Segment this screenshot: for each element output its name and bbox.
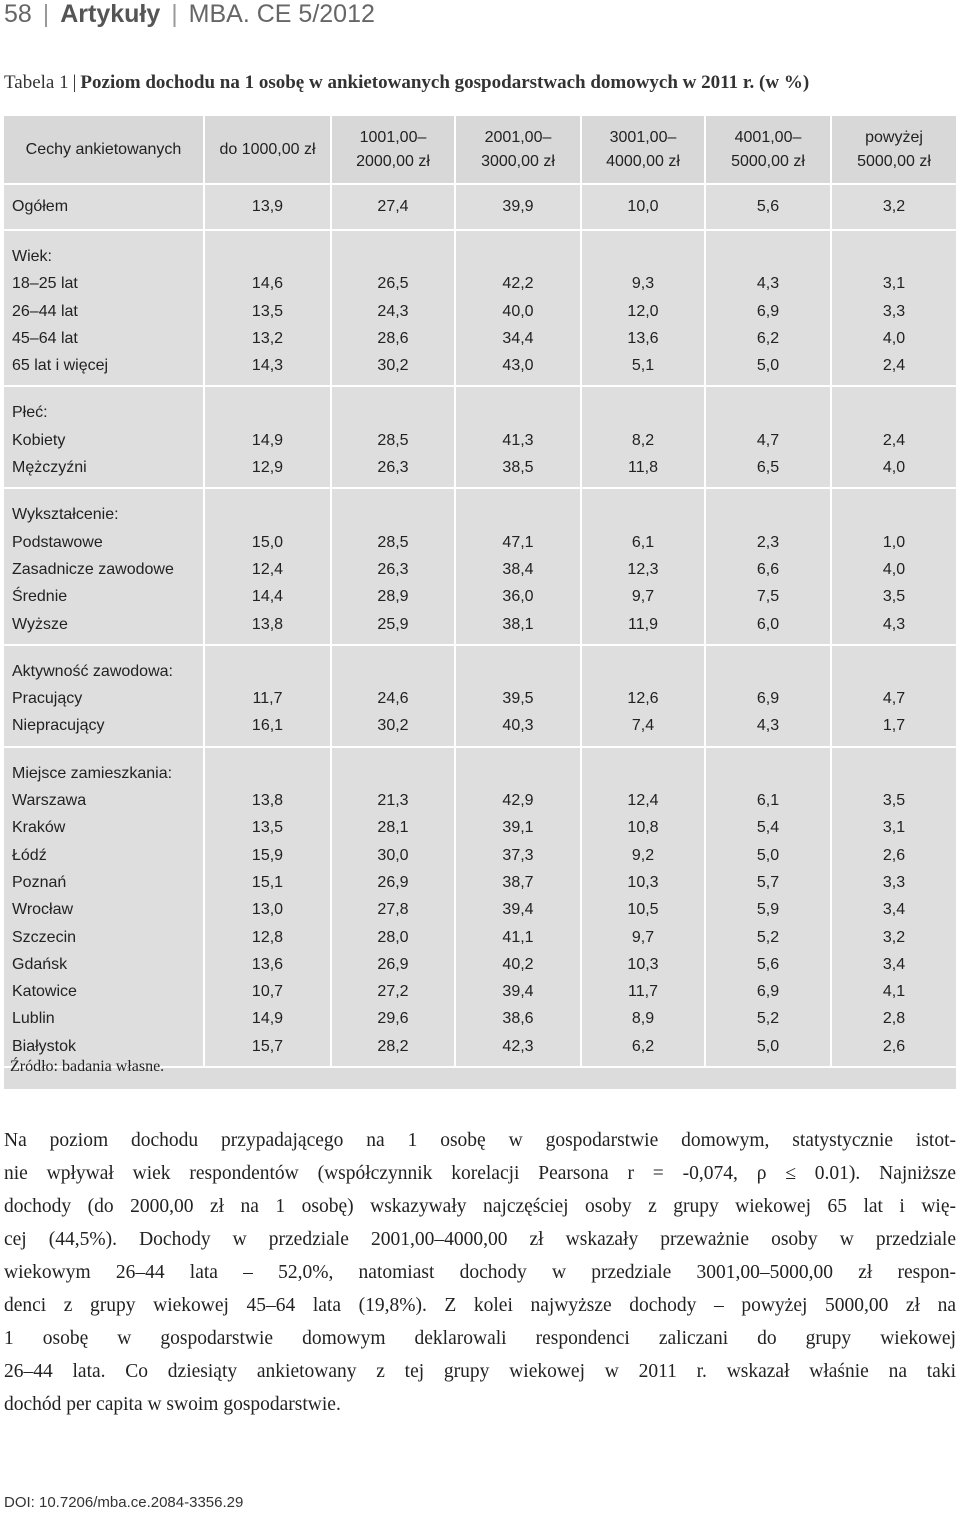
group-value-cell xyxy=(581,386,705,488)
paragraph-line: cej (44,5%). Dochody w przedziale 2001,00–4000,00 zł wskazały przeważnie osoby w przedziale xyxy=(4,1229,956,1250)
header-separator: | xyxy=(171,0,178,28)
header-separator: | xyxy=(42,0,50,28)
table-cell-value: 10,5 xyxy=(627,901,659,919)
table-cell-value: 29,6 xyxy=(377,1010,409,1028)
table-cell-value: 4,0 xyxy=(882,329,906,347)
spacer xyxy=(332,243,454,270)
table-cell-value: 14,3 xyxy=(251,357,284,375)
table-cell-value: 14,9 xyxy=(251,1010,284,1028)
table-cell-value: 13,6 xyxy=(627,329,659,347)
table-cell-value: 10,3 xyxy=(627,955,659,973)
table-cell-value: 27,2 xyxy=(377,983,409,1001)
group-value-cell xyxy=(204,184,331,230)
table-cell-value: 3,3 xyxy=(882,302,906,320)
table-cell-value: 27,8 xyxy=(377,901,409,919)
table-cell-value: 13,9 xyxy=(251,198,284,215)
group-value-cell xyxy=(705,184,831,230)
table-cell-value: 4,3 xyxy=(882,615,906,633)
spacer xyxy=(582,658,704,685)
table-cell-value: 5,7 xyxy=(756,873,780,891)
table-cell-value: 39,9 xyxy=(502,198,534,215)
table-title: Poziom dochodu na 1 osobę w ankietowanych gospodarstwach domowych w 2011 r. (w %) xyxy=(80,72,810,93)
table-cell-value: 13,0 xyxy=(251,901,284,919)
table-cell-value: 30,2 xyxy=(377,717,409,735)
table-cell-value: 2,8 xyxy=(882,1010,906,1028)
table-cell-value: 16,1 xyxy=(251,717,284,735)
table-cell-value: 5,9 xyxy=(756,901,780,919)
group-label-cell xyxy=(4,386,204,488)
row-label: Szczecin xyxy=(12,928,77,946)
row-label: Gdańsk xyxy=(12,955,68,973)
table-cell-value: 13,8 xyxy=(251,615,284,633)
group-value-cell xyxy=(581,747,705,1067)
body-paragraph xyxy=(4,1124,956,1421)
table-cell-value: 3,5 xyxy=(882,792,906,810)
header-text: powyżej xyxy=(865,128,923,146)
spacer xyxy=(456,399,580,426)
doi-footer: DOI: 10.7206/mba.ce.2084-3356.29 xyxy=(4,1494,244,1511)
group-value-cell xyxy=(331,184,455,230)
table-cell-value: 4,7 xyxy=(882,690,906,708)
paragraph-line: 26–44 lata. Co dziesiąty ankietowany z tej grupy wiekowej w 2011 r. wskazał właśnie na taki xyxy=(4,1361,956,1382)
table-cell-value: 39,1 xyxy=(502,819,534,837)
table-group-row xyxy=(4,488,956,644)
table-cell-value: 3,4 xyxy=(882,901,906,919)
row-label: Białystok xyxy=(12,1037,77,1055)
table-cell-value: 14,4 xyxy=(251,588,284,606)
table-cell-value: 25,9 xyxy=(377,615,409,633)
group-value-cell xyxy=(455,645,581,747)
table-cell-value: 28,2 xyxy=(377,1037,409,1055)
row-label: 26–44 lat xyxy=(12,302,78,320)
table-cell-value: 5,0 xyxy=(756,357,780,375)
group-value-cell xyxy=(204,747,331,1067)
table-cell-value: 11,9 xyxy=(628,615,658,633)
table-cell-value: 3,2 xyxy=(882,198,906,215)
table-cell-value: 5,4 xyxy=(756,819,780,837)
spacer xyxy=(332,501,454,528)
group-value-cell xyxy=(831,645,956,747)
table-cell-value: 28,1 xyxy=(377,819,409,837)
table-cell-value: 8,9 xyxy=(631,1010,655,1028)
table-cell-value: 15,7 xyxy=(251,1037,284,1055)
header-characteristics xyxy=(4,116,204,184)
spacer xyxy=(706,501,830,528)
table-cell-value: 9,7 xyxy=(631,928,655,946)
table-cell-value: 2,4 xyxy=(882,357,906,375)
table-cell-value: 42,9 xyxy=(502,792,534,810)
table-cell-value: 6,6 xyxy=(756,560,780,578)
table-cell-value: 3,4 xyxy=(882,955,906,973)
table-cell-value: 12,6 xyxy=(627,690,659,708)
table-cell-value: 4,3 xyxy=(756,717,780,735)
table-cell-value: 28,6 xyxy=(377,329,409,347)
spacer xyxy=(332,760,454,787)
table-cell-value: 10,8 xyxy=(627,819,659,837)
table-group-row xyxy=(4,230,956,386)
table-cell-value: 12,0 xyxy=(627,302,659,320)
paragraph-line: dochód per capita w swoim gospodarstwie. xyxy=(4,1394,341,1415)
group-value-cell xyxy=(455,184,581,230)
table-cell-value: 9,7 xyxy=(631,588,655,606)
header-text: 4000,00 zł xyxy=(606,152,680,170)
group-value-cell xyxy=(831,230,956,386)
table-cell-value: 13,6 xyxy=(251,955,284,973)
spacer xyxy=(582,501,704,528)
spacer xyxy=(205,658,330,685)
table-cell-value: 40,0 xyxy=(502,302,534,320)
table-cell-value: 34,4 xyxy=(502,329,534,347)
table-cell-value: 4,1 xyxy=(882,983,906,1001)
table-cell-value: 10,7 xyxy=(251,983,284,1001)
group-value-cell xyxy=(581,645,705,747)
row-label: Mężczyźni xyxy=(12,459,87,477)
table-cell-value: 47,1 xyxy=(502,533,534,551)
table-cell-value: 1,0 xyxy=(882,533,906,551)
table-label: Tabela 1 xyxy=(4,72,69,93)
table-cell-value: 28,0 xyxy=(377,928,409,946)
table-cell-value: 15,9 xyxy=(251,846,284,864)
paragraph-line: Na poziom dochodu przypadającego na 1 osobę w gospodarstwie domowym, statystycznie istot- xyxy=(4,1130,956,1151)
group-value-cell xyxy=(705,488,831,644)
table-cell-value: 28,5 xyxy=(377,533,409,551)
spacer xyxy=(205,760,330,787)
table-cell-value: 41,1 xyxy=(502,928,534,946)
table-cell-value: 30,0 xyxy=(377,846,409,864)
group-title: Aktywność zawodowa: xyxy=(12,662,173,680)
journal-name: MBA. CE 5/2012 xyxy=(188,0,375,28)
spacer xyxy=(832,501,956,528)
row-label: Poznań xyxy=(12,873,67,891)
table-cell-value: 9,2 xyxy=(631,846,655,864)
table-source: Źródło: badania własne. xyxy=(10,1058,165,1075)
table-cell-value: 4,0 xyxy=(882,459,906,477)
table-cell-value: 2,6 xyxy=(882,846,906,864)
group-title: Wykształcenie: xyxy=(12,506,119,524)
table-cell-value: 13,5 xyxy=(251,819,284,837)
spacer xyxy=(706,658,830,685)
row-label: Niepracujący xyxy=(12,717,105,735)
table-cell-value: 13,5 xyxy=(251,302,284,320)
spacer xyxy=(706,399,830,426)
header-income-bracket xyxy=(331,116,455,184)
group-value-cell xyxy=(204,386,331,488)
table-cell-value: 2,6 xyxy=(882,1037,906,1055)
row-label: Średnie xyxy=(12,588,68,606)
table-cell-value: 5,6 xyxy=(756,198,780,215)
group-value-cell xyxy=(455,386,581,488)
group-value-cell xyxy=(455,230,581,386)
group-value-cell xyxy=(705,230,831,386)
table-cell-value: 6,1 xyxy=(756,792,780,810)
group-value-cell xyxy=(331,386,455,488)
table-cell-value: 6,9 xyxy=(756,983,780,1001)
row-label: Wrocław xyxy=(12,901,74,919)
group-value-cell xyxy=(831,488,956,644)
table-cell-value: 6,2 xyxy=(756,329,780,347)
row-label: Zasadnicze zawodowe xyxy=(12,560,174,578)
row-label: Wyższe xyxy=(12,615,68,633)
table-cell-value: 10,3 xyxy=(627,873,659,891)
table-cell-value: 28,9 xyxy=(377,588,409,606)
table-cell-value: 11,7 xyxy=(628,983,658,1001)
spacer xyxy=(456,658,580,685)
group-value-cell xyxy=(831,747,956,1067)
spacer xyxy=(205,243,330,270)
table-body xyxy=(4,184,956,1067)
header-text: 1001,00– xyxy=(359,128,427,146)
group-value-cell xyxy=(831,184,956,230)
group-value-cell xyxy=(705,386,831,488)
table-cell-value: 40,3 xyxy=(502,717,534,735)
table-cell-value: 38,6 xyxy=(502,1010,534,1028)
paragraph-line: wiekowym 26–44 lata – 52,0%, natomiast dochody w przedziale 3001,00–5000,00 zł respon- xyxy=(4,1262,956,1283)
group-value-cell xyxy=(331,645,455,747)
table-cell-value: 8,2 xyxy=(631,431,655,449)
group-value-cell xyxy=(331,488,455,644)
group-label-cell xyxy=(4,488,204,644)
table-cell-value: 38,4 xyxy=(502,560,534,578)
table-cell-value: 7,5 xyxy=(756,588,780,606)
spacer xyxy=(706,243,830,270)
table-cell-value: 39,4 xyxy=(502,901,534,919)
table-cell-value: 43,0 xyxy=(502,357,534,375)
spacer xyxy=(205,399,330,426)
header-income-bracket xyxy=(204,116,331,184)
table-group-row xyxy=(4,386,956,488)
group-value-cell xyxy=(581,184,705,230)
group-value-cell xyxy=(204,230,331,386)
table-cell-value: 9,3 xyxy=(631,275,655,293)
table-cell-value: 21,3 xyxy=(377,792,409,810)
spacer xyxy=(832,658,956,685)
group-value-cell xyxy=(455,488,581,644)
group-label-cell xyxy=(4,184,204,230)
table-cell-value: 26,3 xyxy=(377,459,409,477)
spacer xyxy=(205,501,330,528)
group-label-cell xyxy=(4,747,204,1067)
spacer xyxy=(582,243,704,270)
table-cell-value: 13,8 xyxy=(251,792,284,810)
group-value-cell xyxy=(331,747,455,1067)
spacer xyxy=(832,399,956,426)
table-cell-value: 12,3 xyxy=(627,560,659,578)
table-cell-value: 24,3 xyxy=(377,302,409,320)
table-cell-value: 38,7 xyxy=(502,873,534,891)
header-income-bracket xyxy=(581,116,705,184)
spacer xyxy=(456,760,580,787)
table-cell-value: 36,0 xyxy=(502,588,534,606)
row-label: Podstawowe xyxy=(12,533,103,551)
spacer xyxy=(832,243,956,270)
header-text: do 1000,00 zł xyxy=(219,140,316,158)
income-table-container xyxy=(4,116,956,1089)
row-label: 45–64 lat xyxy=(12,329,78,347)
table-cell-value: 24,6 xyxy=(377,690,409,708)
row-label: Katowice xyxy=(12,983,77,1001)
row-label: Warszawa xyxy=(12,792,87,810)
group-value-cell xyxy=(204,488,331,644)
table-cell-value: 4,0 xyxy=(882,560,906,578)
table-cell-value: 5,2 xyxy=(756,1010,780,1028)
table-cell-value: 38,1 xyxy=(502,615,534,633)
group-value-cell xyxy=(455,747,581,1067)
table-cell-value: 6,2 xyxy=(631,1037,655,1055)
table-cell-value: 39,4 xyxy=(502,983,534,1001)
group-value-cell xyxy=(331,230,455,386)
table-cell-value: 13,2 xyxy=(251,329,284,347)
table-cell-value: 6,9 xyxy=(756,302,780,320)
row-label: Lublin xyxy=(12,1010,55,1028)
table-group-row xyxy=(4,747,956,1067)
spacer xyxy=(706,760,830,787)
group-value-cell xyxy=(581,488,705,644)
header-text: 2000,00 zł xyxy=(356,152,430,170)
spacer xyxy=(332,399,454,426)
table-cell-value: 15,0 xyxy=(251,533,284,551)
table-cell-value: 10,0 xyxy=(627,198,659,215)
group-label-cell xyxy=(4,230,204,386)
table-cell-value: 38,5 xyxy=(502,459,534,477)
header-text: 4001,00– xyxy=(734,128,802,146)
table-cell-value: 6,0 xyxy=(756,615,780,633)
table-cell-value: 6,5 xyxy=(756,459,780,477)
table-cell-value: 11,7 xyxy=(252,690,283,708)
row-label: Kraków xyxy=(12,819,66,837)
table-cell-value: 42,3 xyxy=(502,1037,534,1055)
table-cell-value: 12,9 xyxy=(251,459,284,477)
spacer xyxy=(582,760,704,787)
paragraph-line: denci z grupy wiekowej 45–64 lata (19,8%). Z kolei najwyższe dochody – powyżej 5000,00 zł na xyxy=(4,1295,956,1316)
row-label: 18–25 lat xyxy=(12,275,78,293)
running-header xyxy=(4,0,375,30)
table-cell-value: 6,1 xyxy=(631,533,655,551)
table-cell-value: 37,3 xyxy=(502,846,534,864)
spacer xyxy=(456,243,580,270)
table-cell-value: 5,0 xyxy=(756,846,780,864)
table-cell-value: 3,1 xyxy=(882,275,906,293)
table-cell-value: 27,4 xyxy=(377,198,409,215)
table-cell-value: 30,2 xyxy=(377,357,409,375)
table-cell-value: 5,6 xyxy=(756,955,780,973)
table-cell-value: 5,1 xyxy=(631,357,655,375)
header-text: 3000,00 zł xyxy=(481,152,555,170)
spacer xyxy=(582,399,704,426)
table-cell-value: 3,5 xyxy=(882,588,906,606)
group-title: Wiek: xyxy=(12,248,52,265)
paragraph-line: dochody (do 2000,00 zł na 1 osobę) wskazywały najczęściej osoby z grupy wiekowej 65 lat i wię- xyxy=(4,1196,956,1217)
header-text: 5000,00 zł xyxy=(857,152,931,170)
income-table xyxy=(4,116,956,1068)
row-label: 65 lat i więcej xyxy=(12,357,109,375)
table-cell-value: 14,9 xyxy=(251,431,284,449)
table-cell-value: 14,6 xyxy=(251,275,284,293)
table-cell-value: 4,3 xyxy=(756,275,780,293)
table-cell-value: 5,2 xyxy=(756,928,780,946)
row-label: Kobiety xyxy=(12,431,66,449)
spacer xyxy=(332,658,454,685)
table-cell-value: 41,3 xyxy=(502,431,534,449)
table-cell-value: 26,9 xyxy=(377,873,409,891)
table-cell-value: 7,4 xyxy=(631,717,655,735)
table-group-row xyxy=(4,645,956,747)
table-cell-value: 26,3 xyxy=(377,560,409,578)
page-number: 58 xyxy=(4,0,32,28)
group-title: Płeć: xyxy=(12,404,48,422)
table-cell-value: 5,0 xyxy=(756,1037,780,1055)
table-cell-value: 1,7 xyxy=(882,717,906,735)
header-income-bracket xyxy=(455,116,581,184)
table-cell-value: 4,7 xyxy=(756,431,780,449)
table-cell-value: 11,8 xyxy=(628,459,658,477)
header-text: Cechy ankietowanych xyxy=(25,140,182,158)
group-value-cell xyxy=(705,747,831,1067)
section-name: Artykuły xyxy=(60,0,161,28)
group-value-cell xyxy=(831,386,956,488)
table-caption: Tabela 1 | Poziom dochodu na 1 osobę w ankietowanych gospodarstwach domowych w 2011 r. (w %) xyxy=(4,72,810,93)
row-label: Pracujący xyxy=(12,690,83,708)
table-cell-value: 28,5 xyxy=(377,431,409,449)
table-cell-value: 40,2 xyxy=(502,955,534,973)
header-text: 2001,00– xyxy=(484,128,552,146)
row-label: Łódź xyxy=(12,846,47,864)
header-text: 5000,00 zł xyxy=(731,152,805,170)
table-cell-value: 26,9 xyxy=(377,955,409,973)
group-value-cell xyxy=(705,645,831,747)
header-income-bracket xyxy=(705,116,831,184)
table-cell-value: 2,3 xyxy=(756,533,780,551)
group-value-cell xyxy=(581,230,705,386)
table-cell-value: 42,2 xyxy=(502,275,534,293)
group-label-cell xyxy=(4,645,204,747)
spacer xyxy=(832,760,956,787)
header-text: 3001,00– xyxy=(609,128,677,146)
table-cell-value: 3,2 xyxy=(882,928,906,946)
table-cell-value: 15,1 xyxy=(251,873,284,891)
table-cell-value: 3,3 xyxy=(882,873,906,891)
table-cell-value: 12,8 xyxy=(251,928,284,946)
table-cell-value: 39,5 xyxy=(502,690,534,708)
table-cell-value: 2,4 xyxy=(882,431,906,449)
spacer xyxy=(456,501,580,528)
group-title: Miejsce zamieszkania: xyxy=(12,764,173,782)
row-label: Ogółem xyxy=(12,198,69,215)
table-cell-value: 26,5 xyxy=(377,275,409,293)
table-header xyxy=(4,116,956,184)
group-value-cell xyxy=(204,645,331,747)
table-cell-value: 6,9 xyxy=(756,690,780,708)
paragraph-line: 1 osobę w gospodarstwie domowym deklarowali respondenci zaliczani do grupy wiekowej xyxy=(4,1328,956,1349)
header-income-bracket xyxy=(831,116,956,184)
table-cell-value: 3,1 xyxy=(882,819,906,837)
paragraph-line: nie wpływał wiek respondentów (współczynnik korelacji Pearsona r = -0,074, ρ ≤ 0.01). Najniższe xyxy=(4,1163,956,1184)
table-cell-value: 12,4 xyxy=(627,792,659,810)
table-group-row xyxy=(4,184,956,230)
table-cell-value: 12,4 xyxy=(251,560,284,578)
